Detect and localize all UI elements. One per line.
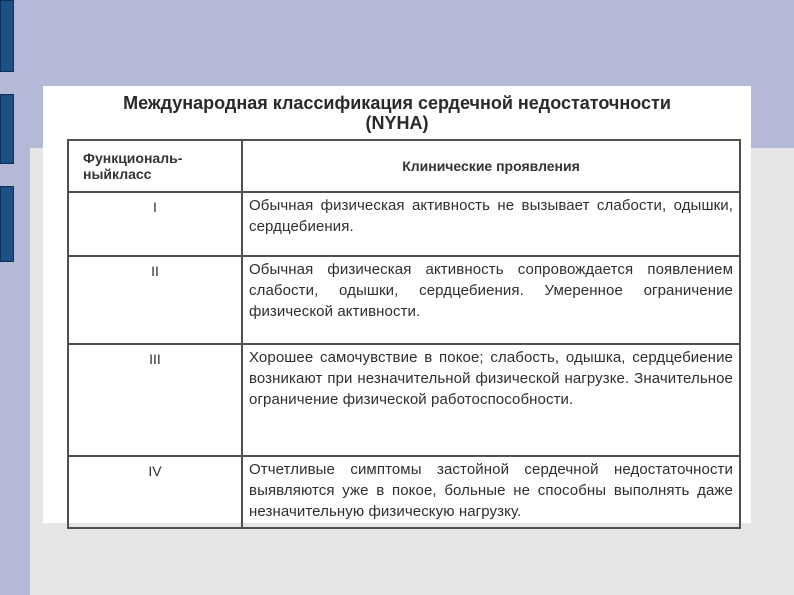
class-cell: III [68,344,242,456]
document-title [43,93,751,133]
table-row [68,344,740,456]
description-cell: Хорошее самочувствие в покое; слабость, одышка, сердцебиение возникают при незначительной физической нагрузке. Значительное ограничение физической работоспособности. [242,344,740,456]
accent-bar-3 [0,186,14,262]
class-cell: II [68,256,242,344]
title-line-1: Международная классификация сердечной недостаточности [123,93,671,113]
class-cell: IV [68,456,242,528]
table-row [68,256,740,344]
description-cell: Отчетливые симптомы застойной сердечной недостаточности выявляются уже в покое, больные не способны выполнять даже незначительную физическую нагрузку. [242,456,740,528]
title-line-2: (NYHA) [365,113,429,133]
scanned-document [43,86,751,523]
nyha-table [67,139,741,529]
description-cell: Обычная физическая активность сопровождается появлением слабости, одышки, сердцебиения. Умеренное ограничение физической активности. [242,256,740,344]
table-header-row [68,140,740,192]
description-cell: Обычная физическая активность не вызывает слабости, одышки, сердцебиения. [242,192,740,256]
table-row [68,456,740,528]
header-functional-class: Функциональ-ныйкласс [68,140,242,192]
table-row [68,192,740,256]
accent-bar-2 [0,94,14,164]
header-clinical-manifestations: Клинические проявления [242,140,740,192]
class-cell: I [68,192,242,256]
accent-bar-1 [0,0,14,72]
